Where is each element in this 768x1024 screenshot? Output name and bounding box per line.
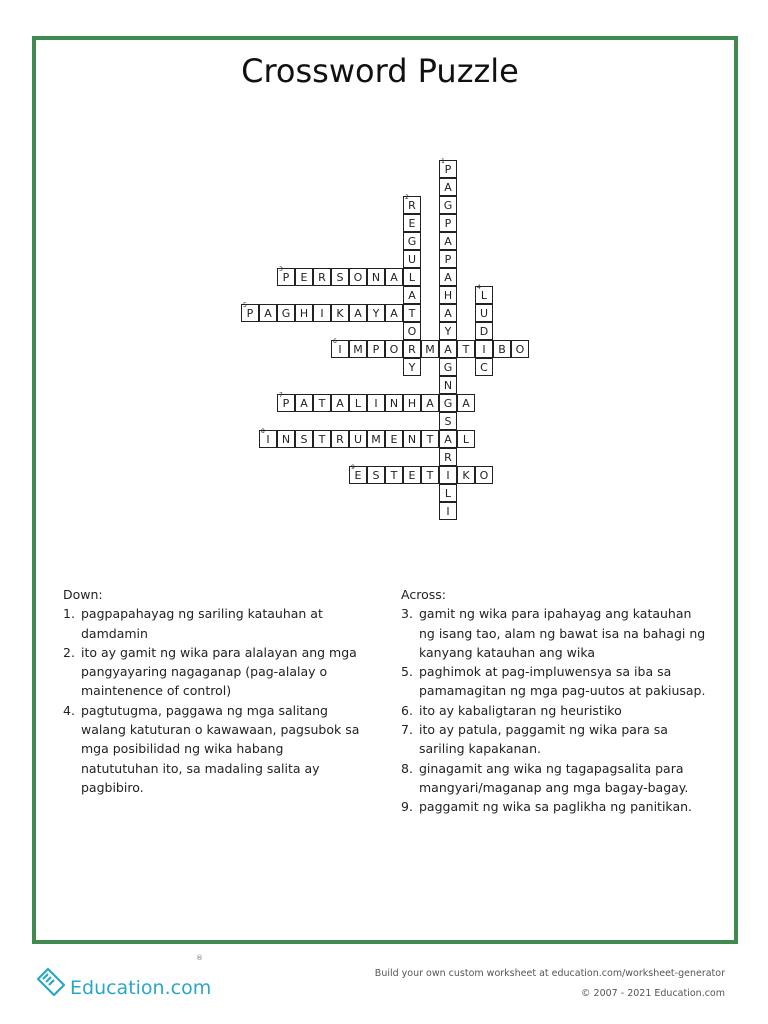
cell-letter: O [479, 469, 489, 482]
grid-cell[interactable] [367, 304, 385, 322]
cell-letter: S [336, 271, 344, 284]
grid-cell[interactable] [421, 466, 439, 484]
grid-cell[interactable] [403, 286, 421, 304]
grid-cell[interactable] [457, 430, 475, 448]
grid-cell[interactable] [439, 484, 457, 502]
cell-letter: E [408, 469, 416, 482]
cell-letter: A [336, 397, 344, 410]
grid-cell[interactable] [241, 304, 259, 322]
cell-letter: H [407, 397, 417, 410]
cell-letter: S [444, 415, 452, 428]
cell-letter: T [426, 433, 434, 446]
logo-text: Education.com [70, 977, 212, 999]
cell-letter: C [480, 361, 488, 374]
cell-letter: Y [372, 307, 380, 320]
grid-cell[interactable] [403, 304, 421, 322]
grid-cell[interactable] [439, 304, 457, 322]
clue-number: 2. [63, 644, 75, 660]
cell-letter: G [407, 235, 417, 248]
cell-letter: Y [408, 361, 416, 374]
down-clue [63, 701, 363, 797]
grid-cell[interactable] [313, 268, 331, 286]
cell-letter: A [390, 271, 398, 284]
cell-letter: A [354, 307, 362, 320]
grid-cell[interactable] [457, 394, 475, 412]
grid-cell[interactable] [403, 268, 421, 286]
cell-number: 6 [333, 338, 337, 345]
cell-letter: L [354, 397, 362, 410]
down-clue [63, 643, 363, 701]
worksheet-generator-link[interactable]: Build your own custom worksheet at education.com/worksheet-generator [374, 968, 725, 979]
grid-cell[interactable] [403, 394, 421, 412]
cell-letter: M [371, 433, 381, 446]
grid-cell[interactable] [439, 340, 457, 358]
clue-number: 5. [401, 664, 413, 680]
grid-cell[interactable] [403, 358, 421, 376]
cell-number: 8 [261, 428, 265, 435]
cell-letter: O [389, 343, 399, 356]
grid-cell[interactable] [439, 466, 457, 484]
grid-cell[interactable] [403, 250, 421, 268]
grid-cell[interactable] [385, 340, 403, 358]
across-clue [401, 662, 711, 701]
grid-cell[interactable] [313, 394, 331, 412]
cell-letter: R [336, 433, 344, 446]
across-clue [401, 797, 711, 816]
cell-letter: I [446, 505, 450, 518]
grid-cell[interactable] [367, 466, 385, 484]
grid-cell[interactable] [421, 340, 439, 358]
grid-cell[interactable] [295, 304, 313, 322]
across-clue-list [401, 604, 711, 816]
clue-number: 6. [401, 702, 413, 718]
grid-cell[interactable] [439, 448, 457, 466]
cell-letter: U [407, 253, 417, 266]
grid-cell[interactable] [475, 304, 493, 322]
across-clue [401, 701, 711, 720]
cell-letter: G [443, 361, 453, 374]
page-title: Crossword Puzzle [241, 52, 519, 90]
cell-letter: E [300, 271, 308, 284]
grid-cell[interactable] [439, 430, 457, 448]
cell-number: 7 [279, 392, 283, 399]
grid-cell[interactable] [475, 322, 493, 340]
clue-number: 9. [401, 799, 413, 815]
grid-cell[interactable] [439, 286, 457, 304]
across-clues [401, 585, 711, 817]
cell-letter: A [444, 433, 452, 446]
grid-cell[interactable] [403, 430, 421, 448]
cell-letter: L [480, 289, 488, 302]
clue-number: 4. [63, 702, 75, 718]
grid-cell[interactable] [277, 268, 295, 286]
cell-letter: S [300, 433, 308, 446]
cell-letter: G [443, 199, 453, 212]
grid-cell[interactable] [385, 394, 403, 412]
down-heading: Down: [63, 587, 103, 602]
grid-cell[interactable] [439, 196, 457, 214]
cell-letter: A [408, 289, 416, 302]
grid-cell[interactable] [349, 340, 367, 358]
cell-letter: P [246, 307, 254, 320]
cell-letter: L [408, 271, 416, 284]
clue-text: ito ay patula, paggamit ng wika para sa sariling kapakanan. [419, 722, 668, 757]
grid-cell[interactable] [511, 340, 529, 358]
clue-text: gamit ng wika para ipahayag ang katauhan ng isang tao, alam ng bawat isa na bahagi ng kanyang katauhan ang wika [419, 606, 706, 660]
cell-letter: E [408, 217, 416, 230]
grid-cell[interactable] [439, 214, 457, 232]
clue-number: 3. [401, 606, 413, 622]
cell-letter: T [390, 469, 398, 482]
cell-letter: R [408, 343, 416, 356]
registered-mark: ® [196, 954, 203, 962]
cell-letter: P [444, 217, 452, 230]
cell-letter: H [443, 289, 453, 302]
grid-cell[interactable] [421, 430, 439, 448]
cell-letter: A [444, 343, 452, 356]
grid-cell[interactable] [439, 412, 457, 430]
cell-letter: M [353, 343, 363, 356]
cell-letter: T [318, 397, 326, 410]
cell-letter: A [444, 235, 452, 248]
grid-cell[interactable] [475, 466, 493, 484]
grid-cell[interactable] [403, 340, 421, 358]
cell-number: 2 [405, 194, 409, 201]
grid-cell[interactable] [277, 304, 295, 322]
cell-letter: O [353, 271, 363, 284]
cell-letter: M [425, 343, 435, 356]
cell-letter: G [443, 397, 453, 410]
down-clue-list [63, 604, 363, 797]
cell-letter: N [281, 433, 291, 446]
cell-letter: N [407, 433, 417, 446]
cell-letter: P [282, 397, 290, 410]
cell-number: 1 [441, 158, 445, 165]
across-clue [401, 604, 711, 662]
cell-number: 4 [477, 284, 481, 291]
education-logo-icon [34, 965, 68, 999]
grid-cell[interactable] [457, 340, 475, 358]
cell-letter: N [389, 397, 399, 410]
grid-cell[interactable] [313, 304, 331, 322]
grid-cell[interactable] [385, 466, 403, 484]
grid-cell[interactable] [331, 430, 349, 448]
grid-cell[interactable] [385, 304, 403, 322]
cell-letter: A [444, 271, 452, 284]
cell-letter: T [462, 343, 470, 356]
grid-cell[interactable] [331, 304, 349, 322]
grid-cell[interactable] [367, 430, 385, 448]
grid-cell[interactable] [439, 322, 457, 340]
clue-text: ito ay gamit ng wika para alalayan ang mga pangyayaring nagaganap (pag-alalay o maintenence of control) [81, 644, 357, 699]
grid-cell[interactable] [403, 214, 421, 232]
cell-letter: P [444, 163, 452, 176]
cell-letter: I [266, 433, 270, 446]
cell-letter: A [444, 181, 452, 194]
across-clue [401, 720, 711, 759]
cell-letter: H [299, 307, 309, 320]
grid-cell[interactable] [439, 502, 457, 520]
grid-cell[interactable] [331, 394, 349, 412]
grid-cell[interactable] [385, 430, 403, 448]
cell-letter: T [318, 433, 326, 446]
cell-letter: K [462, 469, 470, 482]
grid-cell[interactable] [259, 304, 277, 322]
grid-cell[interactable] [403, 232, 421, 250]
grid-cell[interactable] [295, 430, 313, 448]
cell-letter: O [515, 343, 525, 356]
grid-cell[interactable] [349, 268, 367, 286]
cell-letter: K [336, 307, 344, 320]
grid-cell[interactable] [349, 304, 367, 322]
clue-text: ito ay kabaligtaran ng heuristiko [419, 702, 622, 718]
grid-cell[interactable] [475, 358, 493, 376]
cell-letter: A [390, 307, 398, 320]
grid-cell[interactable] [349, 466, 367, 484]
cell-letter: P [372, 343, 380, 356]
cell-number: 9 [351, 464, 355, 471]
cell-letter: O [407, 325, 417, 338]
grid-cell[interactable] [475, 340, 493, 358]
grid-cell[interactable] [403, 466, 421, 484]
clue-number: 7. [401, 722, 413, 738]
clue-number: 1. [63, 606, 75, 622]
cell-letter: T [426, 469, 434, 482]
clue-text: paghimok at pag-impluwensya sa iba sa pamamagitan ng mga pag-uutos at pakiusap. [419, 664, 706, 699]
grid-cell[interactable] [295, 268, 313, 286]
grid-cell[interactable] [475, 286, 493, 304]
cell-letter: D [479, 325, 489, 338]
clue-text: pagtutugma, paggawa ng mga salitang walang katuturan o kawawaan, pagsubok sa mga posibilidad ng wika habang natututuhan ito, sa madaling salita ay pagbibiro. [81, 702, 360, 795]
cell-letter: N [443, 379, 453, 392]
across-clue [401, 759, 711, 798]
grid-cell[interactable] [439, 376, 457, 394]
grid-cell[interactable] [367, 340, 385, 358]
cell-letter: I [338, 343, 342, 356]
cell-letter: A [264, 307, 272, 320]
cell-letter: G [281, 307, 291, 320]
grid-cell[interactable] [403, 196, 421, 214]
education-logo[interactable] [34, 962, 211, 1002]
cell-letter: I [374, 397, 378, 410]
cell-letter: R [318, 271, 326, 284]
grid-cell[interactable] [403, 322, 421, 340]
cell-letter: I [446, 469, 450, 482]
grid-cell[interactable] [259, 430, 277, 448]
grid-cell[interactable] [331, 268, 349, 286]
cell-letter: A [444, 307, 452, 320]
cell-letter: E [390, 433, 398, 446]
cell-letter: L [444, 487, 452, 500]
cell-letter: R [408, 199, 416, 212]
grid-cell[interactable] [457, 466, 475, 484]
grid-cell[interactable] [439, 250, 457, 268]
clue-text: paggamit ng wika sa paglikha ng panitikan. [419, 799, 693, 815]
grid-cell[interactable] [349, 430, 367, 448]
grid-cell[interactable] [331, 340, 349, 358]
cell-number: 5 [243, 302, 247, 309]
cell-letter: E [354, 469, 362, 482]
clue-text: pagpapahayag ng sariling katauhan at damdamin [81, 606, 323, 641]
grid-cell[interactable] [439, 394, 457, 412]
grid-cell[interactable] [385, 268, 403, 286]
cell-letter: L [462, 433, 470, 446]
grid-cell[interactable] [439, 232, 457, 250]
cell-number: 3 [279, 266, 283, 273]
copyright-text: © 2007 - 2021 Education.com [581, 988, 725, 999]
cell-letter: T [408, 307, 416, 320]
grid-cell[interactable] [493, 340, 511, 358]
grid-cell[interactable] [421, 394, 439, 412]
cell-letter: A [462, 397, 470, 410]
grid-cell[interactable] [439, 160, 457, 178]
down-clues [63, 585, 363, 797]
cell-letter: U [353, 433, 363, 446]
cell-letter: B [498, 343, 506, 356]
grid-cell[interactable] [367, 394, 385, 412]
cell-letter: R [444, 451, 452, 464]
cell-letter: A [426, 397, 434, 410]
grid-cell[interactable] [295, 394, 313, 412]
grid-cell[interactable] [277, 394, 295, 412]
grid-cell[interactable] [313, 430, 331, 448]
across-heading: Across: [401, 587, 446, 602]
cell-letter: S [372, 469, 380, 482]
cell-letter: N [371, 271, 381, 284]
grid-cell[interactable] [439, 178, 457, 196]
grid-cell[interactable] [439, 268, 457, 286]
grid-cell[interactable] [349, 394, 367, 412]
cell-letter: A [300, 397, 308, 410]
cell-letter: I [320, 307, 324, 320]
down-clue [63, 604, 363, 643]
clue-number: 8. [401, 760, 413, 776]
cell-letter: U [479, 307, 489, 320]
grid-cell[interactable] [367, 268, 385, 286]
cell-letter: P [444, 253, 452, 266]
cell-letter: I [482, 343, 486, 356]
clue-text: ginagamit ang wika ng tagapagsalita para mangyari/maganap ang mga bagay-bagay. [419, 760, 689, 795]
cell-letter: P [282, 271, 290, 284]
cell-letter: Y [444, 325, 452, 338]
grid-cell[interactable] [439, 358, 457, 376]
grid-cell[interactable] [277, 430, 295, 448]
